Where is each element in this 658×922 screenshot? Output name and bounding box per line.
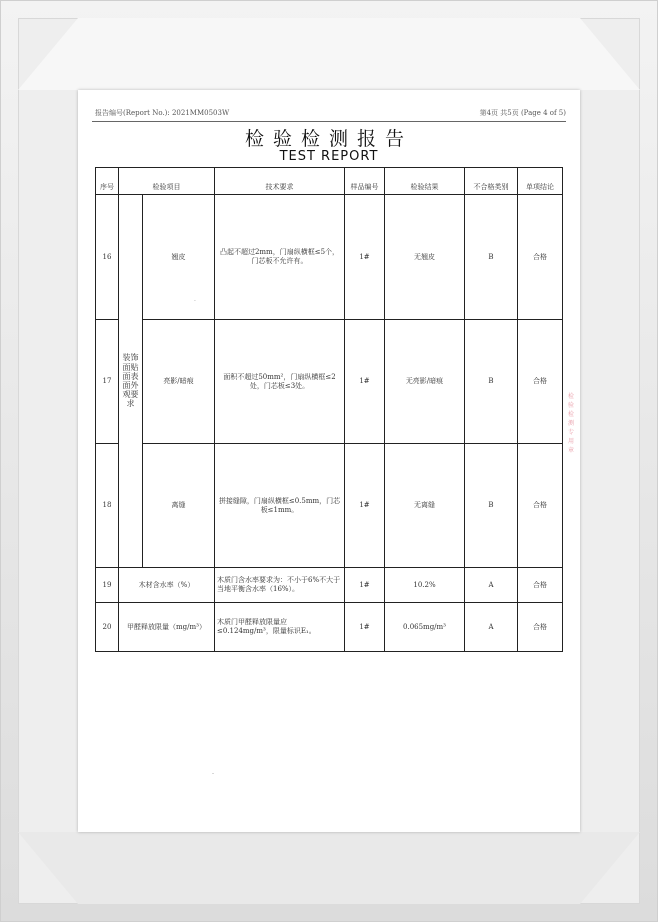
row-conclusion: 合格 — [518, 320, 563, 444]
report-title-cn: 检验检测报告 — [244, 128, 413, 150]
col-header-conclusion: 单项结论 — [518, 168, 563, 195]
row-result: 无离缝 — [385, 444, 465, 568]
row-item: 翘皮 — [143, 195, 215, 320]
scan-speck: - — [212, 770, 215, 777]
report-title-en: TEST REPORT — [279, 149, 379, 164]
row-conclusion: 合格 — [518, 195, 563, 320]
row-requirement: 木质门甲醛释放限量应≤0.124mg/m³，限量标识E₁。 — [215, 603, 345, 652]
row-category: B — [465, 195, 518, 320]
frame-bevel-bottom — [18, 832, 640, 904]
row-category: B — [465, 444, 518, 568]
frame-bevel-top — [18, 18, 640, 90]
row-sample: 1# — [345, 603, 385, 652]
row-result: 无亮影/暗痕 — [385, 320, 465, 444]
row-no: 17 — [96, 320, 119, 444]
col-header-item: 检验项目 — [119, 168, 215, 195]
row-no: 19 — [96, 568, 119, 603]
table-row — [96, 444, 563, 568]
row-item: 亮影/暗痕 — [143, 320, 215, 444]
group-label: 装饰面贴面表面外观要求 — [119, 195, 143, 568]
row-sample: 1# — [345, 195, 385, 320]
page-info: 第4页 共5页 (Page 4 of 5) — [479, 109, 566, 117]
table-header-row — [96, 168, 563, 195]
report-number: 报告编号(Report No.): 2021MM0503W — [95, 109, 230, 117]
row-conclusion: 合格 — [518, 568, 563, 603]
row-no: 20 — [96, 603, 119, 652]
row-conclusion: 合格 — [518, 603, 563, 652]
col-header-no: 序号 — [96, 168, 119, 195]
col-header-sample: 样品编号 — [345, 168, 385, 195]
row-requirement: 木质门含水率要求为：不小于6%不大于当地平衡含水率（16%）。 — [215, 568, 345, 603]
row-result: 10.2% — [385, 568, 465, 603]
row-item: 甲醛释放限量（mg/m³） — [119, 603, 215, 652]
row-category: A — [465, 568, 518, 603]
row-item: 木材含水率（%） — [119, 568, 215, 603]
table-row — [96, 568, 563, 603]
table-row — [96, 195, 563, 320]
col-header-result: 检验结果 — [385, 168, 465, 195]
row-result: 0.065mg/m³ — [385, 603, 465, 652]
row-conclusion: 合格 — [518, 444, 563, 568]
row-no: 18 — [96, 444, 119, 568]
table-row — [96, 603, 563, 652]
row-item: 离缝 — [143, 444, 215, 568]
row-requirement: 凸起不超过2mm，门扇纵横框≤5个，门芯板不允许有。 — [215, 195, 345, 320]
table-row — [96, 320, 563, 444]
row-sample: 1# — [345, 568, 385, 603]
row-category: A — [465, 603, 518, 652]
seal-stamp-edge: 检验检测专用章 — [568, 393, 575, 454]
row-result: 无翘皮 — [385, 195, 465, 320]
test-results-table — [95, 167, 563, 652]
row-requirement: 拼接缝隙，门扇纵横框≤0.5mm，门芯板≤1mm。 — [215, 444, 345, 568]
row-sample: 1# — [345, 320, 385, 444]
row-requirement: 面积不超过50mm²，门扇纵横框≤2处，门芯板≤3处。 — [215, 320, 345, 444]
row-no: 16 — [96, 195, 119, 320]
col-header-requirement: 技术要求 — [215, 168, 345, 195]
row-category: B — [465, 320, 518, 444]
scan-speck: . — [194, 296, 196, 303]
row-sample: 1# — [345, 444, 385, 568]
header-rule — [92, 121, 566, 122]
col-header-category: 不合格类别 — [465, 168, 518, 195]
